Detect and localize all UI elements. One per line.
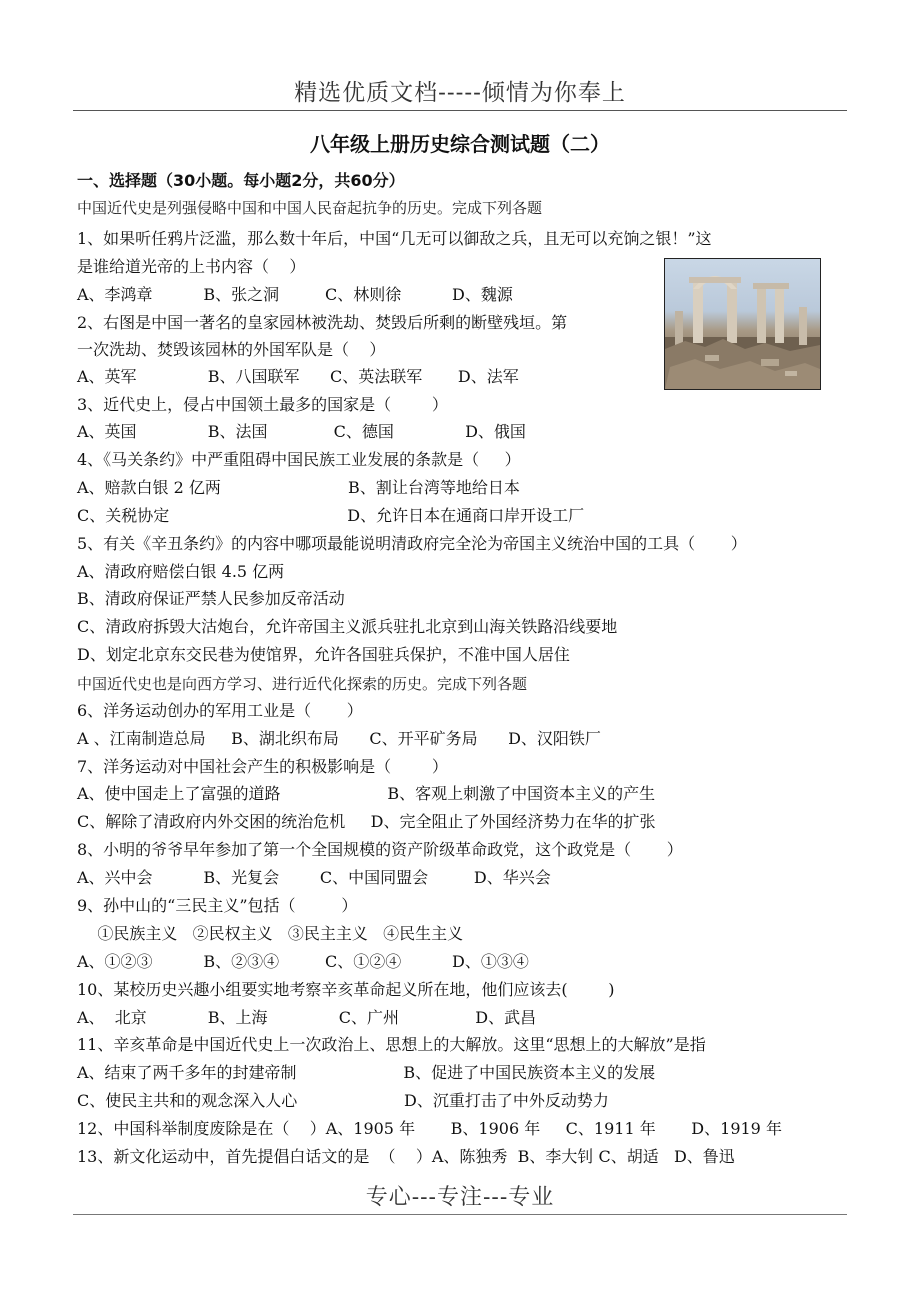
- page-header: 精选优质文档-----倾情为你奉上: [294, 80, 626, 106]
- question-line: 9、孙中山的“三民主义”包括（ ）: [77, 896, 358, 915]
- option-line: A、①②③ B、②③④ C、①②④ D、①③④: [77, 952, 529, 971]
- question-line: 11、辛亥革命是中国近代史上一次政治上、思想上的大解放。这里“思想上的大解放”是指: [77, 1035, 706, 1054]
- ruins-photo: [664, 258, 821, 390]
- question-line: 2、右图是中国一著名的皇家园林被洗劫、焚毁后所剩的断壁残垣。第: [77, 313, 568, 332]
- section-heading: 一、选择题（30小题。每小题2分，共60分）: [77, 171, 405, 190]
- option-line: B、清政府保证严禁人民参加反帝活动: [77, 589, 345, 608]
- intro-line: 中国近代史也是向西方学习、进行近代化探索的历史。完成下列各题: [77, 675, 528, 693]
- option-line: C、清政府拆毁大沽炮台，允许帝国主义派兵驻扎北京到山海关铁路沿线要地: [77, 617, 618, 636]
- option-line: A、结束了两千多年的封建帝制 B、促进了中国民族资本主义的发展: [77, 1063, 656, 1082]
- question-line: 1、如果听任鸦片泛滥，那么数十年后，中国“几无可以御敌之兵，且无可以充饷之银！”这: [77, 229, 712, 248]
- question-line: 8、小明的爷爷早年参加了第一个全国规模的资产阶级革命政党，这个政党是（ ）: [77, 840, 683, 859]
- footer-divider: [73, 1214, 847, 1215]
- option-line: A 、江南制造总局 B、湖北织布局 C、开平矿务局 D、汉阳铁厂: [77, 729, 601, 748]
- option-line: A、使中国走上了富强的道路 B、客观上刺激了中国资本主义的产生: [77, 784, 656, 803]
- page-footer: 专心---专注---专业: [365, 1185, 555, 1210]
- header-divider: [73, 110, 847, 111]
- option-line: A、英军 B、八国联军 C、英法联军 D、法军: [77, 367, 519, 386]
- option-line: C、使民主共和的观念深入人心 D、沉重打击了中外反动势力: [77, 1091, 609, 1110]
- intro-line: 中国近代史是列强侵略中国和中国人民奋起抗争的历史。完成下列各题: [77, 199, 543, 217]
- question-line: 10、某校历史兴趣小组要实地考察辛亥革命起义所在地，他们应该去( ): [77, 980, 615, 999]
- option-line: A、李鸿章 B、张之洞 C、林则徐 D、魏源: [77, 285, 513, 304]
- question-line: 13、新文化运动中，首先提倡白话文的是 （ ）A、陈独秀 B、李大钊 C、胡适 D、鲁迅: [77, 1147, 735, 1166]
- question-line: 一次洗劫、焚毁该园林的外国军队是（ ）: [77, 340, 386, 359]
- option-line: A、清政府赔偿白银 4.5 亿两: [77, 562, 285, 581]
- option-line: ①民族主义 ②民权主义 ③民主主义 ④民生主义: [77, 924, 464, 943]
- option-line: A、赔款白银 2 亿两 B、割让台湾等地给日本: [77, 478, 520, 497]
- option-line: C、关税协定 D、允许日本在通商口岸开设工厂: [77, 506, 585, 525]
- question-line: 是谁给道光帝的上书内容（ ）: [77, 257, 306, 276]
- question-line: 3、近代史上，侵占中国领土最多的国家是（ ）: [77, 395, 448, 414]
- question-line: 6、洋务运动创办的军用工业是（ ）: [77, 701, 363, 720]
- option-line: C、解除了清政府内外交困的统治危机 D、完全阻止了外国经济势力在华的扩张: [77, 812, 656, 831]
- question-line: 12、中国科举制度废除是在（ ）A、1905 年 B、1906 年 C、1911 年 D、1919 年: [77, 1119, 782, 1138]
- ruins-icon: [665, 259, 820, 389]
- question-line: 4、《马关条约》中严重阻碍中国民族工业发展的条款是（ ）: [77, 450, 521, 469]
- document-title: 八年级上册历史综合测试题（二）: [310, 132, 610, 156]
- option-line: D、划定北京东交民巷为使馆界，允许各国驻兵保护，不准中国人居住: [77, 645, 570, 664]
- option-line: A、英国 B、法国 C、德国 D、俄国: [77, 422, 526, 441]
- question-line: 5、有关《辛丑条约》的内容中哪项最能说明清政府完全沦为帝国主义统治中国的工具（ ）: [77, 534, 747, 553]
- option-line: A、 北京 B、上海 C、广州 D、武昌: [77, 1008, 537, 1027]
- question-line: 7、洋务运动对中国社会产生的积极影响是（ ）: [77, 757, 448, 776]
- option-line: A、兴中会 B、光复会 C、中国同盟会 D、华兴会: [77, 868, 551, 887]
